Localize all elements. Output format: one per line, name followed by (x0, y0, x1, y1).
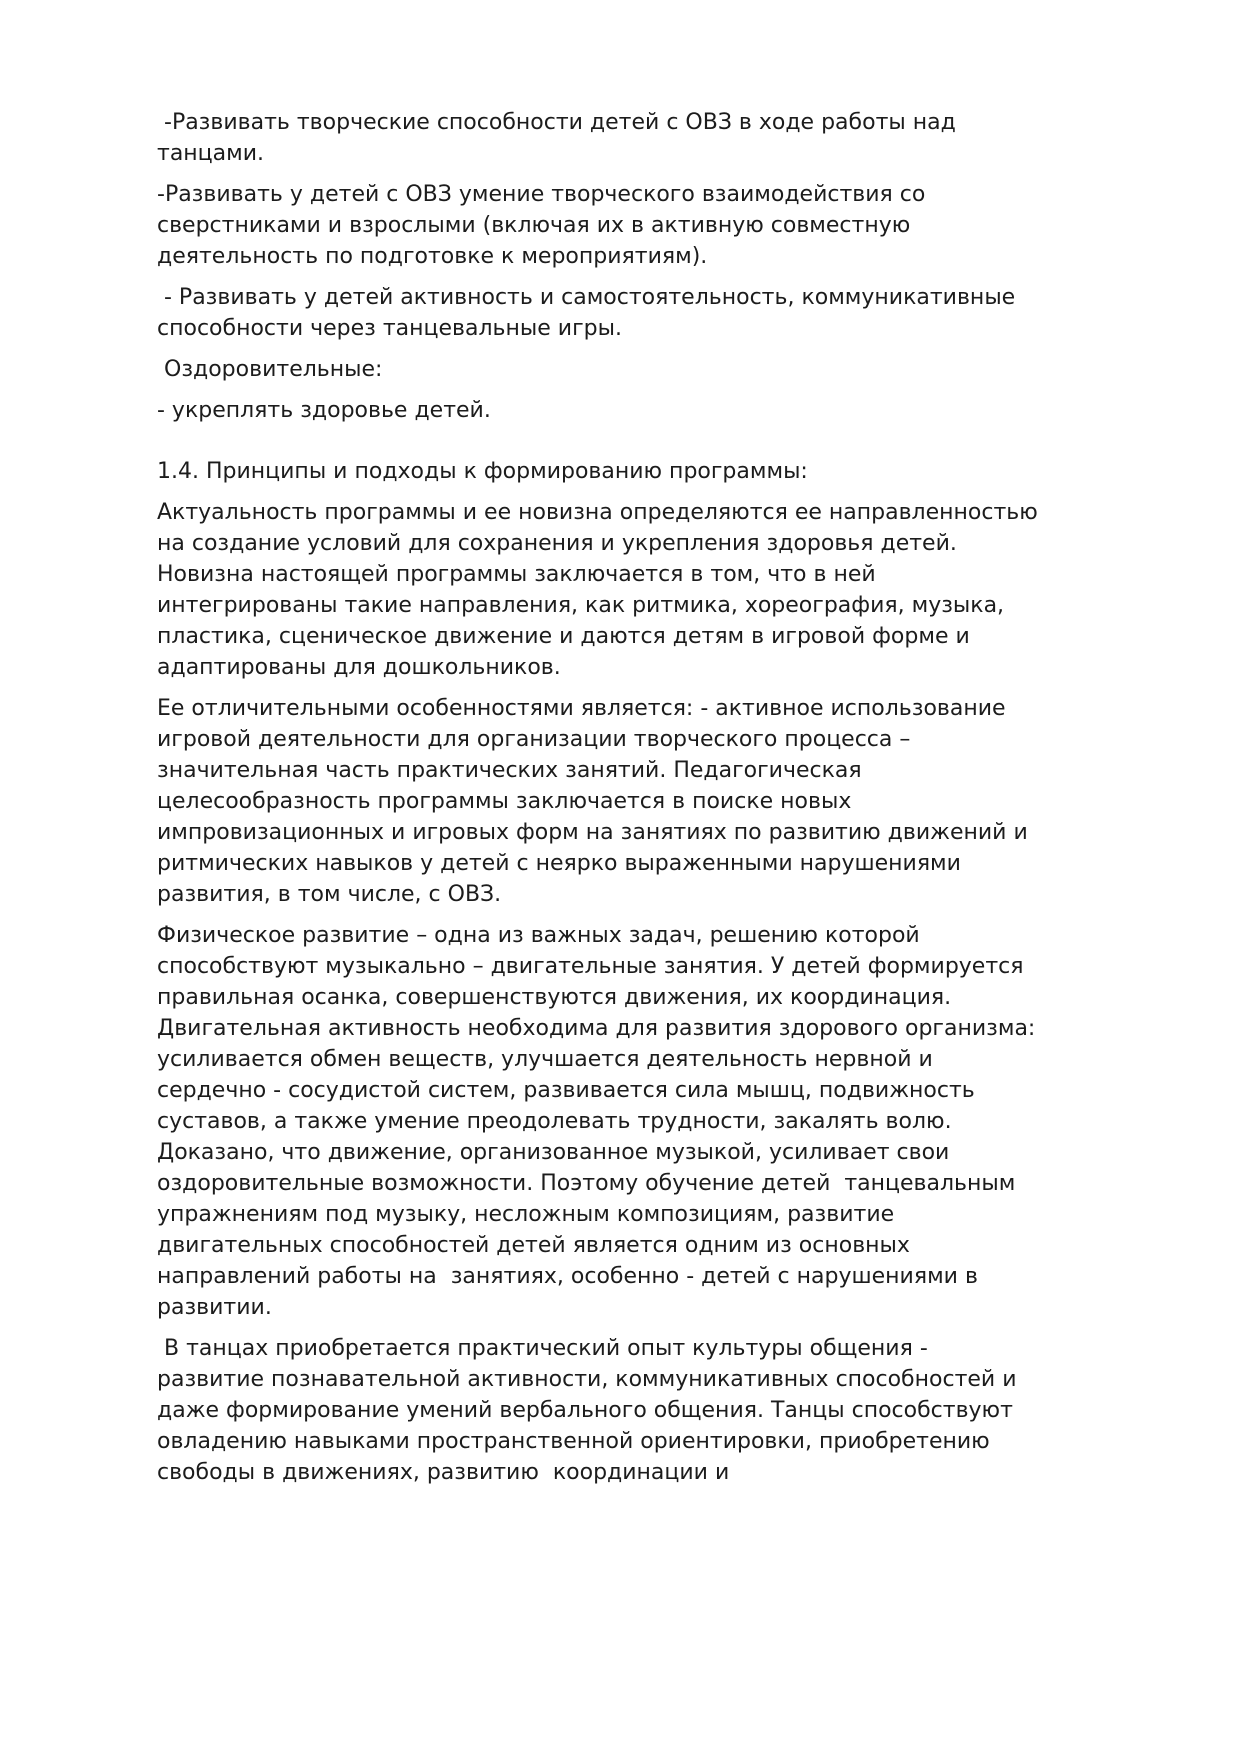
paragraph: Актуальность программы и ее новизна определяются ее направленностью на создание условий для сохранения и укрепления здоровья детей. Новизна настоящей программы заключается в том, что в ней интегрированы такие направления, как ритмика, хореография, музыка, пластика, сценическое движение и даются детям в игровой форме и адаптированы для дошкольников. (157, 500, 1045, 680)
paragraph: -Развивать у детей с ОВЗ умение творческого взаимодействия со сверстниками и взрослыми (включая их в активную совместную деятельность по подготовке к мероприятиям). (157, 182, 933, 269)
section-heading: 1.4. Принципы и подходы к формированию программы: (157, 459, 808, 484)
paragraph: Оздоровительные: (157, 357, 383, 382)
paragraph: - укреплять здоровье детей. (157, 398, 491, 423)
paragraph: Физическое развитие – одна из важных задач, решению которой способствуют музыкально – двигательные занятия. У детей формируется правильная осанка, совершенствуются движения, их координация. Двигательная активность необходима для развития здорового организма: усиливается обмен веществ, улучшается деятельность нервной и сердечно - сосудистой систем, развивается сила мышц, подвижность суставов, а также умение преодолевать трудности, закалять волю. Доказано, что движение, организованное музыкой, усиливает свои оздоровительные возможности. Поэтому обучение детей танцевальным упражнениям под музыку, несложным композициям, развитие двигательных способностей детей является одним из основных направлений работы на занятиях, особенно - детей с нарушениями в развитии. (157, 923, 1043, 1320)
paragraph: - Развивать у детей активность и самостоятельность, коммуникативные способности через танцевальные игры. (157, 285, 1023, 341)
paragraph: Ее отличительными особенностями является: - активное использование игровой деятельности для организации творческого процесса – значительная часть практических занятий. Педагогическая целесообразность программы заключается в поиске новых импровизационных и игровых форм на занятиях по развитию движений и ритмических навыков у детей с неярко выраженными нарушениями развития, в том числе, с ОВЗ. (157, 696, 1035, 907)
paragraph: -Развивать творческие способности детей с ОВЗ в ходе работы над танцами. (157, 110, 963, 166)
paragraph: В танцах приобретается практический опыт культуры общения - развитие познавательной активности, коммуникативных способностей и даже формирование умений вербального общения. Танцы способствуют овладению навыками пространственной ориентировки, приобретению свободы в движениях, развитию координации и (157, 1336, 1024, 1485)
